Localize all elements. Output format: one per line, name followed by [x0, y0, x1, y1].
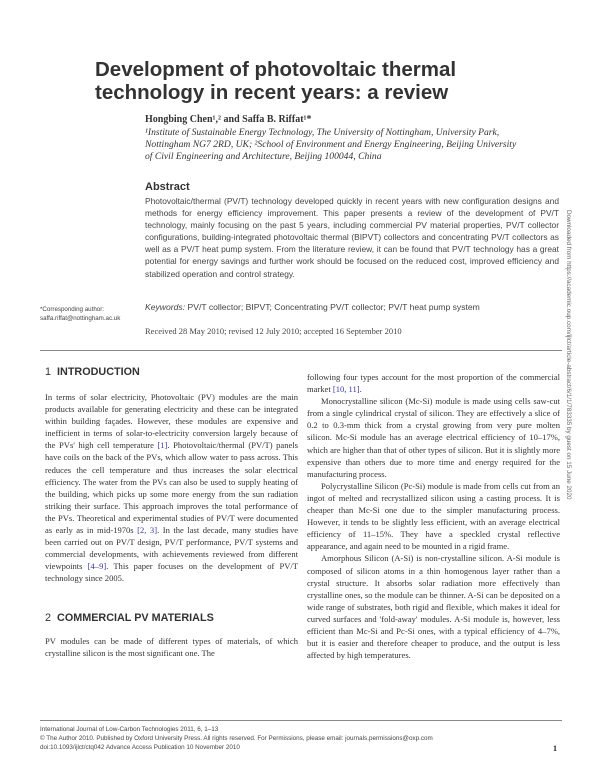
intro-column	[45, 391, 298, 585]
section-1-number: 1	[45, 366, 52, 378]
page-number: 1	[553, 744, 557, 753]
section-2-heading	[45, 612, 214, 624]
right-paragraph-1	[307, 371, 560, 395]
right-paragraph-2: Monocrystalline silicon (Mc-Si) module is made using cells saw-cut from a single cylindrical crystal of silicon. They are effectively a slice of 0.2 to 0.3-mm thick from a crystal growing from very pure molten silicon. Mc-Si module has an average electrical efficiency of 10–17%, which are higher than that of other types of silicon. But it is slightly more expensive than others due to more time and energy required for the manufacturing process.	[307, 396, 560, 479]
intro-text-2: . Photovoltaic/thermal (PV/T) panels have coils on the back of the PVs, which allow water to pass across. This reduces the cell temperature and thus increases the solar electrical efficiency. The water from the PVs can also be used to supply heating of the building, which picks up some more energy from the sun radiation striking their surface. This approach improves the total performance of the PVs. Theoretical and experimental studies of PV/T were documented as early as in mid-1970s	[45, 440, 298, 536]
received-dates: Received 28 May 2010; revised 12 July 2010; accepted 16 September 2010	[145, 326, 402, 336]
intro-text-3: . In the last decade, many studies have been carried out on PV/T design, PV/T performance, PV/T systems and commercial developments, with achievements reviewed from different viewpoints	[45, 525, 299, 572]
download-watermark: Downloaded from https://academic.oup.com/ijlct/article-abstract/6/1/1/783335 by guest on 15 June 2020	[565, 210, 572, 500]
section-1-title: INTRODUCTION	[57, 366, 140, 378]
section-2-column	[45, 635, 298, 659]
citation-link[interactable]: [2, 3]	[137, 525, 158, 536]
right-paragraph-4: Amorphous Silicon (A-Si) is non-crystalline silicon. A-Si module is composed of silicon atoms in a thin homogenous layer rather than a crystal structure. It absorbs solar radiation more effectively than crystalline ones, so the module can be thinner. A-Si can be deposited on a wide range of substrates, both rigid and flexible, which makes it ideal for curved surfaces and 'fold-away' modules. A-Si module is, however, less efficient than Mc-Si and Pc-Si ones, with a typical efficiency of 4–7%, but it is easier and therefore cheaper to produce, and the output is less affected by high temperatures.	[307, 553, 560, 661]
intro-paragraph	[45, 391, 298, 585]
citation-link[interactable]: [1]	[157, 440, 168, 451]
footer-copyright: © The Author 2010. Published by Oxford University Press. All rights reserved. For Permissions, please email: journals.permissions@oxp.com	[40, 734, 433, 742]
abstract-text: Photovoltaic/thermal (PV/T) technology developed quickly in recent years with new configuration designs and methods for energy efficiency improvement. This paper presents a review of the development of PV/T technology, mainly focusing on the past 5 years, including commercial PV material properties, PV/T collector configurations, building-integrated photovoltaic thermal (BIPVT) collectors and concentrating PV/T collectors as well as a PV/T heat pump system. From the literature review, it can be found that PV/T technology has a great potential for energy savings and further work should be focused on the reduced cost, improved efficiency and stabilized operation and control strategy.	[145, 196, 559, 279]
footer-divider	[40, 720, 562, 721]
right-text-1: following four types account for the most proportion of the commercial market	[307, 372, 560, 395]
right-paragraph-3: Polycrystalline Silicon (Pc-Si) module is made from cells cut from an ingot of melted and recrystallized silicon using a casting process. It is cheaper than Mc-Si one due to the simpler manufacturing process. However, it tends to be slightly less efficient, with an average electrical efficiency of 11–15%. They have a speckled crystal reflective appearance, and again need to be mounted in a rigid frame.	[307, 480, 560, 552]
right-text-2: .	[359, 384, 362, 395]
section-1-heading	[45, 366, 140, 378]
intro-text-4: . This paper focuses on the development of PV/T technology since 2005.	[45, 561, 298, 584]
corresponding-author: *Corresponding author: saffa.riffat@nottingham.ac.uk	[40, 306, 121, 322]
right-column	[307, 371, 560, 661]
intro-text-1: In terms of solar electricity, Photovoltaic (PV) modules are the main products available for generating electricity and these can be integrated within building façades. However, these modules are expensive and inefficient in terms of solar-to-electricity conversion largely because of the PVs' high cell temperature	[45, 392, 298, 451]
abstract-heading: Abstract	[145, 181, 190, 193]
affiliation: ¹Institute of Sustainable Energy Technology, The University of Nottingham, University Park, Nottingham NG7 2RD, UK; ²School of Environment and Energy Engineering, Beijing University of Civil Engineering and Architecture, Beijing 100044, China	[145, 127, 517, 162]
paper-title: Development of photovoltaic thermal technology in recent years: a review	[95, 58, 457, 104]
authors: Hongbing Chen¹,² and Saffa B. Riffat¹*	[145, 114, 312, 125]
section-2-paragraph: PV modules can be made of different types of materials, of which crystalline silicon is the most significant one. The	[45, 636, 298, 659]
footer-doi: doi:10.1093/ijlct/ctq042 Advance Access Publication 10 November 2010	[40, 743, 240, 751]
header-divider	[40, 350, 562, 351]
citation-link[interactable]: [10, 11]	[332, 384, 360, 395]
section-2-number: 2	[45, 612, 52, 624]
footer	[40, 726, 520, 753]
citation-link[interactable]: [4–9]	[87, 561, 107, 572]
keywords	[145, 302, 565, 312]
footer-journal: International Journal of Low-Carbon Technologies 2011, 6, 1–13	[40, 726, 219, 733]
keywords-text: PV/T collector; BIPVT; Concentrating PV/T collector; PV/T heat pump system	[187, 302, 480, 312]
section-2-title: COMMERCIAL PV MATERIALS	[57, 612, 214, 624]
keywords-label: Keywords:	[145, 302, 186, 312]
